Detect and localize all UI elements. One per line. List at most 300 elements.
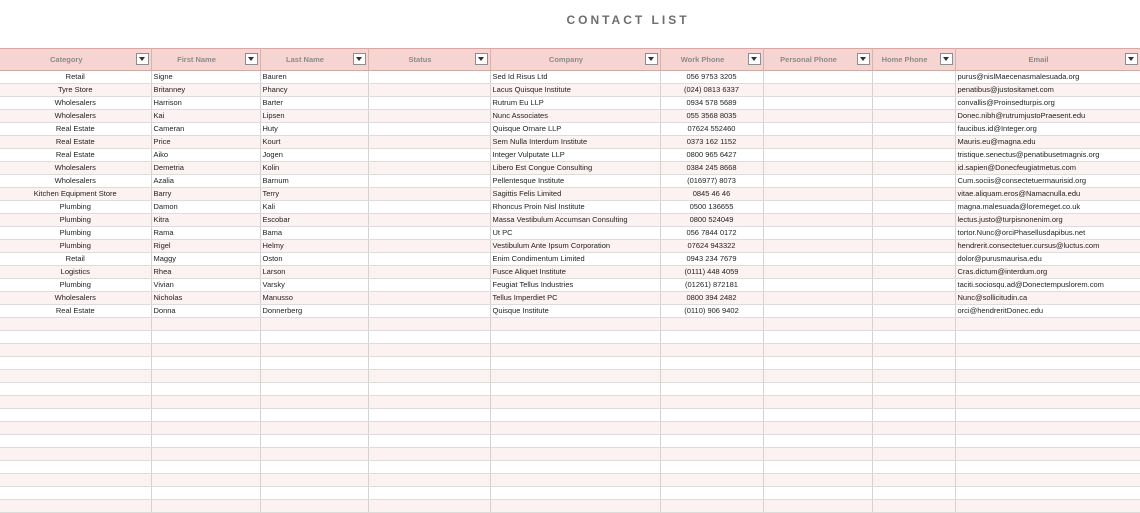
empty-cell[interactable] xyxy=(872,383,955,396)
cell-email[interactable]: Mauris.eu@magna.edu xyxy=(955,136,1140,149)
empty-cell[interactable] xyxy=(260,344,368,357)
cell-personal-phone[interactable] xyxy=(763,201,872,214)
empty-cell[interactable] xyxy=(151,422,260,435)
cell-category[interactable]: Kitchen Equipment Store xyxy=(0,188,151,201)
empty-cell[interactable] xyxy=(763,448,872,461)
cell-work-phone[interactable]: 0373 162 1152 xyxy=(660,136,763,149)
empty-cell[interactable] xyxy=(151,487,260,500)
empty-cell[interactable] xyxy=(368,370,490,383)
empty-cell[interactable] xyxy=(763,344,872,357)
empty-cell[interactable] xyxy=(260,487,368,500)
cell-email[interactable]: Cras.dictum@interdum.org xyxy=(955,266,1140,279)
filter-dropdown-button[interactable] xyxy=(748,53,761,65)
cell-personal-phone[interactable] xyxy=(763,279,872,292)
cell-company[interactable]: Massa Vestibulum Accumsan Consulting xyxy=(490,214,660,227)
empty-cell[interactable] xyxy=(872,474,955,487)
empty-cell[interactable] xyxy=(872,409,955,422)
cell-category[interactable]: Real Estate xyxy=(0,305,151,318)
cell-last-name[interactable]: Kali xyxy=(260,201,368,214)
cell-home-phone[interactable] xyxy=(872,110,955,123)
cell-first-name[interactable]: Cameran xyxy=(151,123,260,136)
cell-personal-phone[interactable] xyxy=(763,175,872,188)
cell-last-name[interactable]: Bauren xyxy=(260,71,368,84)
empty-cell[interactable] xyxy=(955,370,1140,383)
empty-cell[interactable] xyxy=(0,435,151,448)
empty-cell[interactable] xyxy=(151,331,260,344)
empty-cell[interactable] xyxy=(260,461,368,474)
empty-cell[interactable] xyxy=(368,474,490,487)
cell-personal-phone[interactable] xyxy=(763,292,872,305)
cell-last-name[interactable]: Larson xyxy=(260,266,368,279)
cell-status[interactable] xyxy=(368,162,490,175)
cell-first-name[interactable]: Kitra xyxy=(151,214,260,227)
cell-personal-phone[interactable] xyxy=(763,253,872,266)
cell-work-phone[interactable]: 056 9753 3205 xyxy=(660,71,763,84)
cell-personal-phone[interactable] xyxy=(763,266,872,279)
cell-company[interactable]: Quisque Institute xyxy=(490,305,660,318)
empty-cell[interactable] xyxy=(763,422,872,435)
cell-home-phone[interactable] xyxy=(872,201,955,214)
cell-company[interactable]: Enim Condimentum Limited xyxy=(490,253,660,266)
cell-work-phone[interactable]: (0110) 906 9402 xyxy=(660,305,763,318)
cell-work-phone[interactable]: 0845 46 46 xyxy=(660,188,763,201)
cell-work-phone[interactable]: 0800 965 6427 xyxy=(660,149,763,162)
empty-cell[interactable] xyxy=(260,396,368,409)
cell-first-name[interactable]: Rama xyxy=(151,227,260,240)
empty-cell[interactable] xyxy=(260,435,368,448)
empty-cell[interactable] xyxy=(660,487,763,500)
empty-cell[interactable] xyxy=(660,370,763,383)
empty-cell[interactable] xyxy=(660,357,763,370)
empty-cell[interactable] xyxy=(955,500,1140,513)
empty-cell[interactable] xyxy=(763,461,872,474)
empty-cell[interactable] xyxy=(490,357,660,370)
cell-first-name[interactable]: Rigel xyxy=(151,240,260,253)
cell-company[interactable]: Fusce Aliquet Institute xyxy=(490,266,660,279)
cell-work-phone[interactable]: 0943 234 7679 xyxy=(660,253,763,266)
empty-cell[interactable] xyxy=(151,409,260,422)
cell-last-name[interactable]: Phancy xyxy=(260,84,368,97)
cell-personal-phone[interactable] xyxy=(763,188,872,201)
cell-last-name[interactable]: Manusso xyxy=(260,292,368,305)
empty-cell[interactable] xyxy=(260,448,368,461)
cell-category[interactable]: Wholesalers xyxy=(0,292,151,305)
empty-cell[interactable] xyxy=(490,422,660,435)
empty-cell[interactable] xyxy=(763,409,872,422)
cell-company[interactable]: Quisque Ornare LLP xyxy=(490,123,660,136)
cell-company[interactable]: Rhoncus Proin Nisl Institute xyxy=(490,201,660,214)
empty-cell[interactable] xyxy=(872,448,955,461)
cell-work-phone[interactable]: 07624 552460 xyxy=(660,123,763,136)
empty-cell[interactable] xyxy=(955,357,1140,370)
empty-cell[interactable] xyxy=(0,500,151,513)
cell-last-name[interactable]: Lipsen xyxy=(260,110,368,123)
cell-personal-phone[interactable] xyxy=(763,227,872,240)
empty-cell[interactable] xyxy=(660,396,763,409)
cell-category[interactable]: Logistics xyxy=(0,266,151,279)
empty-cell[interactable] xyxy=(955,396,1140,409)
cell-company[interactable]: Sed Id Risus Ltd xyxy=(490,71,660,84)
cell-email[interactable]: magna.malesuada@loremeget.co.uk xyxy=(955,201,1140,214)
cell-first-name[interactable]: Demetria xyxy=(151,162,260,175)
cell-home-phone[interactable] xyxy=(872,175,955,188)
empty-cell[interactable] xyxy=(490,487,660,500)
cell-category[interactable]: Retail xyxy=(0,253,151,266)
cell-email[interactable]: taciti.sociosqu.ad@Donectempuslorem.com xyxy=(955,279,1140,292)
empty-cell[interactable] xyxy=(0,461,151,474)
cell-status[interactable] xyxy=(368,97,490,110)
cell-company[interactable]: Rutrum Eu LLP xyxy=(490,97,660,110)
cell-category[interactable]: Real Estate xyxy=(0,123,151,136)
cell-status[interactable] xyxy=(368,188,490,201)
empty-cell[interactable] xyxy=(260,500,368,513)
cell-category[interactable]: Plumbing xyxy=(0,201,151,214)
cell-first-name[interactable]: Vivian xyxy=(151,279,260,292)
empty-cell[interactable] xyxy=(955,318,1140,331)
empty-cell[interactable] xyxy=(151,370,260,383)
empty-cell[interactable] xyxy=(872,318,955,331)
empty-cell[interactable] xyxy=(660,383,763,396)
cell-work-phone[interactable]: (0111) 448 4059 xyxy=(660,266,763,279)
cell-work-phone[interactable]: 0800 394 2482 xyxy=(660,292,763,305)
empty-cell[interactable] xyxy=(955,461,1140,474)
empty-cell[interactable] xyxy=(955,383,1140,396)
cell-last-name[interactable]: Helmy xyxy=(260,240,368,253)
empty-cell[interactable] xyxy=(490,474,660,487)
cell-last-name[interactable]: Huty xyxy=(260,123,368,136)
empty-cell[interactable] xyxy=(660,344,763,357)
empty-cell[interactable] xyxy=(0,409,151,422)
empty-cell[interactable] xyxy=(368,396,490,409)
empty-cell[interactable] xyxy=(0,396,151,409)
cell-email[interactable]: Cum.sociis@consectetuermaurisid.org xyxy=(955,175,1140,188)
cell-status[interactable] xyxy=(368,240,490,253)
cell-company[interactable]: Tellus Imperdiet PC xyxy=(490,292,660,305)
cell-personal-phone[interactable] xyxy=(763,123,872,136)
cell-work-phone[interactable]: 0384 245 8668 xyxy=(660,162,763,175)
cell-email[interactable]: tristique.senectus@penatibusetmagnis.org xyxy=(955,149,1140,162)
cell-email[interactable]: vitae.aliquam.eros@Namacnulla.edu xyxy=(955,188,1140,201)
cell-personal-phone[interactable] xyxy=(763,305,872,318)
cell-home-phone[interactable] xyxy=(872,97,955,110)
empty-cell[interactable] xyxy=(490,435,660,448)
cell-first-name[interactable]: Britanney xyxy=(151,84,260,97)
cell-personal-phone[interactable] xyxy=(763,71,872,84)
empty-cell[interactable] xyxy=(151,357,260,370)
empty-cell[interactable] xyxy=(0,370,151,383)
empty-cell[interactable] xyxy=(490,396,660,409)
cell-company[interactable]: Sem Nulla Interdum Institute xyxy=(490,136,660,149)
cell-status[interactable] xyxy=(368,123,490,136)
empty-cell[interactable] xyxy=(368,383,490,396)
cell-last-name[interactable]: Varsky xyxy=(260,279,368,292)
cell-status[interactable] xyxy=(368,266,490,279)
empty-cell[interactable] xyxy=(260,370,368,383)
empty-cell[interactable] xyxy=(872,435,955,448)
cell-home-phone[interactable] xyxy=(872,253,955,266)
cell-home-phone[interactable] xyxy=(872,162,955,175)
cell-status[interactable] xyxy=(368,110,490,123)
cell-category[interactable]: Wholesalers xyxy=(0,162,151,175)
cell-status[interactable] xyxy=(368,71,490,84)
cell-company[interactable]: Pellentesque Institute xyxy=(490,175,660,188)
cell-status[interactable] xyxy=(368,253,490,266)
cell-category[interactable]: Plumbing xyxy=(0,227,151,240)
cell-company[interactable]: Integer Vulputate LLP xyxy=(490,149,660,162)
cell-personal-phone[interactable] xyxy=(763,136,872,149)
filter-dropdown-button[interactable] xyxy=(353,53,366,65)
empty-cell[interactable] xyxy=(763,331,872,344)
empty-cell[interactable] xyxy=(872,357,955,370)
empty-cell[interactable] xyxy=(368,487,490,500)
cell-first-name[interactable]: Nicholas xyxy=(151,292,260,305)
empty-cell[interactable] xyxy=(0,474,151,487)
empty-cell[interactable] xyxy=(955,331,1140,344)
empty-cell[interactable] xyxy=(955,409,1140,422)
cell-last-name[interactable]: Kourt xyxy=(260,136,368,149)
cell-status[interactable] xyxy=(368,149,490,162)
cell-home-phone[interactable] xyxy=(872,305,955,318)
cell-work-phone[interactable]: 0500 136655 xyxy=(660,201,763,214)
cell-home-phone[interactable] xyxy=(872,123,955,136)
cell-last-name[interactable]: Barnum xyxy=(260,175,368,188)
empty-cell[interactable] xyxy=(151,435,260,448)
cell-home-phone[interactable] xyxy=(872,188,955,201)
cell-category[interactable]: Wholesalers xyxy=(0,110,151,123)
cell-first-name[interactable]: Rhea xyxy=(151,266,260,279)
empty-cell[interactable] xyxy=(955,422,1140,435)
cell-last-name[interactable]: Kolin xyxy=(260,162,368,175)
empty-cell[interactable] xyxy=(368,461,490,474)
cell-category[interactable]: Wholesalers xyxy=(0,175,151,188)
cell-status[interactable] xyxy=(368,214,490,227)
empty-cell[interactable] xyxy=(368,422,490,435)
empty-cell[interactable] xyxy=(0,383,151,396)
empty-cell[interactable] xyxy=(260,422,368,435)
empty-cell[interactable] xyxy=(490,344,660,357)
cell-email[interactable]: hendrerit.consectetuer.cursus@luctus.com xyxy=(955,240,1140,253)
cell-email[interactable]: Nunc@sollicitudin.ca xyxy=(955,292,1140,305)
cell-home-phone[interactable] xyxy=(872,149,955,162)
cell-work-phone[interactable]: (016977) 8073 xyxy=(660,175,763,188)
cell-personal-phone[interactable] xyxy=(763,84,872,97)
empty-cell[interactable] xyxy=(151,474,260,487)
empty-cell[interactable] xyxy=(0,487,151,500)
empty-cell[interactable] xyxy=(368,500,490,513)
empty-cell[interactable] xyxy=(490,448,660,461)
empty-cell[interactable] xyxy=(368,357,490,370)
cell-home-phone[interactable] xyxy=(872,266,955,279)
cell-last-name[interactable]: Oston xyxy=(260,253,368,266)
empty-cell[interactable] xyxy=(763,357,872,370)
cell-email[interactable]: penatibus@justositamet.com xyxy=(955,84,1140,97)
empty-cell[interactable] xyxy=(368,318,490,331)
empty-cell[interactable] xyxy=(368,448,490,461)
empty-cell[interactable] xyxy=(490,318,660,331)
empty-cell[interactable] xyxy=(368,409,490,422)
empty-cell[interactable] xyxy=(368,435,490,448)
empty-cell[interactable] xyxy=(368,344,490,357)
empty-cell[interactable] xyxy=(955,448,1140,461)
empty-cell[interactable] xyxy=(151,461,260,474)
empty-cell[interactable] xyxy=(260,383,368,396)
cell-status[interactable] xyxy=(368,305,490,318)
cell-first-name[interactable]: Kai xyxy=(151,110,260,123)
empty-cell[interactable] xyxy=(763,487,872,500)
cell-first-name[interactable]: Donna xyxy=(151,305,260,318)
cell-first-name[interactable]: Aiko xyxy=(151,149,260,162)
empty-cell[interactable] xyxy=(260,409,368,422)
cell-home-phone[interactable] xyxy=(872,84,955,97)
empty-cell[interactable] xyxy=(151,396,260,409)
cell-work-phone[interactable]: 0800 524049 xyxy=(660,214,763,227)
empty-cell[interactable] xyxy=(763,474,872,487)
cell-email[interactable]: lectus.justo@turpisnonenim.org xyxy=(955,214,1140,227)
empty-cell[interactable] xyxy=(0,357,151,370)
cell-email[interactable]: dolor@purusmaurisa.edu xyxy=(955,253,1140,266)
cell-status[interactable] xyxy=(368,227,490,240)
empty-cell[interactable] xyxy=(955,474,1140,487)
cell-email[interactable]: faucibus.id@Integer.org xyxy=(955,123,1140,136)
cell-category[interactable]: Plumbing xyxy=(0,214,151,227)
cell-work-phone[interactable]: 056 7844 0172 xyxy=(660,227,763,240)
cell-company[interactable]: Ut PC xyxy=(490,227,660,240)
cell-home-phone[interactable] xyxy=(872,240,955,253)
cell-personal-phone[interactable] xyxy=(763,110,872,123)
empty-cell[interactable] xyxy=(0,422,151,435)
cell-category[interactable]: Tyre Store xyxy=(0,84,151,97)
empty-cell[interactable] xyxy=(872,487,955,500)
empty-cell[interactable] xyxy=(490,370,660,383)
cell-home-phone[interactable] xyxy=(872,136,955,149)
cell-status[interactable] xyxy=(368,201,490,214)
cell-work-phone[interactable]: 07624 943322 xyxy=(660,240,763,253)
empty-cell[interactable] xyxy=(0,448,151,461)
cell-company[interactable]: Nunc Associates xyxy=(490,110,660,123)
empty-cell[interactable] xyxy=(955,344,1140,357)
empty-cell[interactable] xyxy=(763,435,872,448)
filter-dropdown-button[interactable] xyxy=(940,53,953,65)
empty-cell[interactable] xyxy=(660,500,763,513)
empty-cell[interactable] xyxy=(660,435,763,448)
empty-cell[interactable] xyxy=(763,370,872,383)
cell-last-name[interactable]: Terry xyxy=(260,188,368,201)
cell-home-phone[interactable] xyxy=(872,214,955,227)
cell-first-name[interactable]: Maggy xyxy=(151,253,260,266)
cell-first-name[interactable]: Damon xyxy=(151,201,260,214)
empty-cell[interactable] xyxy=(763,383,872,396)
cell-email[interactable]: purus@nislMaecenasmalesuada.org xyxy=(955,71,1140,84)
empty-cell[interactable] xyxy=(151,318,260,331)
cell-company[interactable]: Feugiat Tellus Industries xyxy=(490,279,660,292)
empty-cell[interactable] xyxy=(660,409,763,422)
cell-company[interactable]: Sagittis Felis Limited xyxy=(490,188,660,201)
filter-dropdown-button[interactable] xyxy=(857,53,870,65)
cell-personal-phone[interactable] xyxy=(763,97,872,110)
cell-category[interactable]: Wholesalers xyxy=(0,97,151,110)
cell-first-name[interactable]: Signe xyxy=(151,71,260,84)
filter-dropdown-button[interactable] xyxy=(245,53,258,65)
cell-home-phone[interactable] xyxy=(872,227,955,240)
empty-cell[interactable] xyxy=(872,370,955,383)
cell-company[interactable]: Vestibulum Ante Ipsum Corporation xyxy=(490,240,660,253)
cell-last-name[interactable]: Donnerberg xyxy=(260,305,368,318)
cell-company[interactable]: Lacus Quisque Institute xyxy=(490,84,660,97)
empty-cell[interactable] xyxy=(490,383,660,396)
filter-dropdown-button[interactable] xyxy=(136,53,149,65)
cell-category[interactable]: Retail xyxy=(0,71,151,84)
empty-cell[interactable] xyxy=(660,474,763,487)
cell-last-name[interactable]: Bama xyxy=(260,227,368,240)
cell-personal-phone[interactable] xyxy=(763,162,872,175)
empty-cell[interactable] xyxy=(368,331,490,344)
cell-category[interactable]: Plumbing xyxy=(0,279,151,292)
empty-cell[interactable] xyxy=(151,500,260,513)
cell-category[interactable]: Real Estate xyxy=(0,136,151,149)
cell-work-phone[interactable]: 055 3568 8035 xyxy=(660,110,763,123)
cell-work-phone[interactable]: 0934 578 5689 xyxy=(660,97,763,110)
empty-cell[interactable] xyxy=(660,422,763,435)
cell-company[interactable]: Libero Est Congue Consulting xyxy=(490,162,660,175)
cell-email[interactable]: convallis@Proinsedturpis.org xyxy=(955,97,1140,110)
empty-cell[interactable] xyxy=(872,500,955,513)
empty-cell[interactable] xyxy=(490,331,660,344)
empty-cell[interactable] xyxy=(660,318,763,331)
empty-cell[interactable] xyxy=(872,461,955,474)
empty-cell[interactable] xyxy=(490,461,660,474)
empty-cell[interactable] xyxy=(763,396,872,409)
cell-personal-phone[interactable] xyxy=(763,214,872,227)
cell-first-name[interactable]: Azalia xyxy=(151,175,260,188)
empty-cell[interactable] xyxy=(955,435,1140,448)
empty-cell[interactable] xyxy=(955,487,1140,500)
empty-cell[interactable] xyxy=(872,331,955,344)
empty-cell[interactable] xyxy=(151,344,260,357)
empty-cell[interactable] xyxy=(660,331,763,344)
cell-email[interactable]: tortor.Nunc@orciPhasellusdapibus.net xyxy=(955,227,1140,240)
filter-dropdown-button[interactable] xyxy=(475,53,488,65)
cell-personal-phone[interactable] xyxy=(763,240,872,253)
cell-home-phone[interactable] xyxy=(872,279,955,292)
empty-cell[interactable] xyxy=(260,318,368,331)
empty-cell[interactable] xyxy=(490,409,660,422)
empty-cell[interactable] xyxy=(151,448,260,461)
empty-cell[interactable] xyxy=(0,331,151,344)
cell-work-phone[interactable]: (024) 0813 6337 xyxy=(660,84,763,97)
cell-first-name[interactable]: Barry xyxy=(151,188,260,201)
cell-category[interactable]: Real Estate xyxy=(0,149,151,162)
filter-dropdown-button[interactable] xyxy=(1125,53,1138,65)
cell-first-name[interactable]: Harrison xyxy=(151,97,260,110)
cell-category[interactable]: Plumbing xyxy=(0,240,151,253)
cell-last-name[interactable]: Jogen xyxy=(260,149,368,162)
empty-cell[interactable] xyxy=(260,357,368,370)
cell-first-name[interactable]: Price xyxy=(151,136,260,149)
empty-cell[interactable] xyxy=(763,500,872,513)
cell-personal-phone[interactable] xyxy=(763,149,872,162)
cell-home-phone[interactable] xyxy=(872,292,955,305)
empty-cell[interactable] xyxy=(872,396,955,409)
cell-home-phone[interactable] xyxy=(872,71,955,84)
cell-email[interactable]: orci@hendreritDonec.edu xyxy=(955,305,1140,318)
empty-cell[interactable] xyxy=(260,474,368,487)
empty-cell[interactable] xyxy=(660,461,763,474)
empty-cell[interactable] xyxy=(660,448,763,461)
empty-cell[interactable] xyxy=(260,331,368,344)
cell-status[interactable] xyxy=(368,175,490,188)
cell-status[interactable] xyxy=(368,292,490,305)
cell-last-name[interactable]: Barter xyxy=(260,97,368,110)
